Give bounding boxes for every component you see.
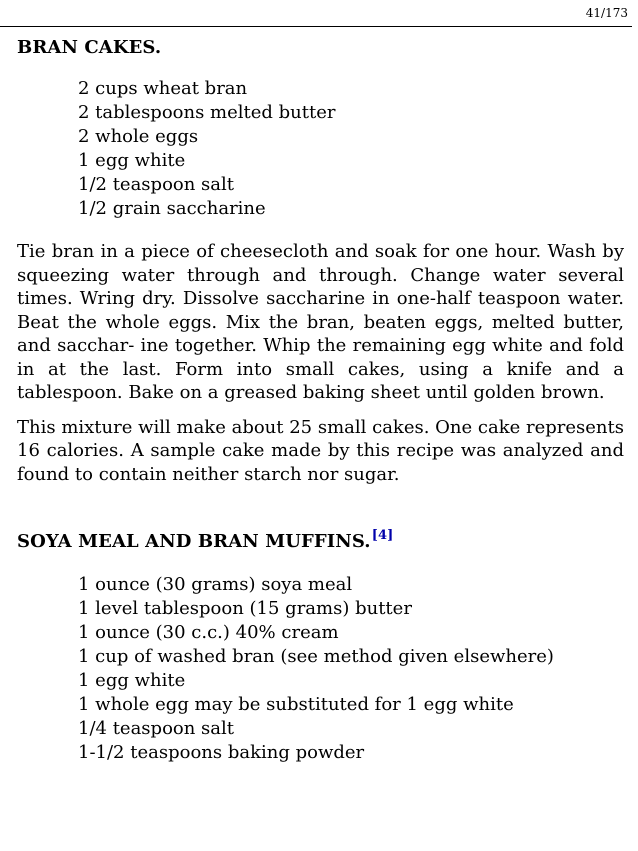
recipe-title-text: SOYA MEAL AND BRAN MUFFINS. [17, 531, 371, 552]
instructions-paragraph: Tie bran in a piece of cheesecloth and soak for one hour. Wash by squeezing water through and through. Change water several times. Wring dry. Dissolve saccharine in one-half teaspoon water. Beat the whole eggs. Mix the bran, beaten eggs, melted butter, and sacchar- ine together. Whip the remaining egg white and fold in at the last. Form into small cakes, using a knife and a tablespoon. Bake on a greased baking sheet until golden brown. [17, 241, 624, 403]
page-number: 41/173 [585, 6, 628, 20]
ingredient-item: 1 ounce (30 grams) soya meal [78, 574, 353, 595]
ingredient-item: 1 level tablespoon (15 grams) butter [78, 598, 412, 619]
ingredient-item: 1/4 teaspoon salt [78, 718, 235, 739]
ingredient-item: 1 whole egg may be substituted for 1 egg white [78, 694, 514, 715]
recipe-title-soya-muffins [17, 530, 624, 556]
recipe-title-bran-cakes: BRAN CAKES. [17, 37, 162, 58]
ingredient-item: 1 egg white [78, 150, 186, 171]
ingredient-item: 1/2 teaspoon salt [78, 174, 235, 195]
ingredient-item: 1/2 grain saccharine [78, 198, 266, 219]
ingredient-item: 2 cups wheat bran [78, 78, 248, 99]
footnote-link[interactable]: [4] [371, 528, 394, 543]
ingredient-list-bran-cakes [17, 77, 624, 221]
ingredient-item: 1 ounce (30 c.c.) 40% cream [78, 622, 339, 643]
ingredient-item: 2 tablespoons melted butter [78, 102, 336, 123]
page-header [0, 0, 632, 27]
ingredient-item: 1-1/2 teaspoons baking powder [78, 742, 365, 763]
yield-paragraph: This mixture will make about 25 small cakes. One cake represents 16 calories. A sample cake made by this recipe was analyzed and found to contain neither starch nor sugar. [17, 416, 624, 485]
ingredient-item: 1 egg white [78, 670, 186, 691]
ingredient-list-soya-muffins [17, 573, 624, 765]
ingredient-item: 1 cup of washed bran (see method given elsewhere) [78, 646, 554, 667]
page-content [17, 26, 624, 765]
ingredient-item: 2 whole eggs [78, 126, 199, 147]
